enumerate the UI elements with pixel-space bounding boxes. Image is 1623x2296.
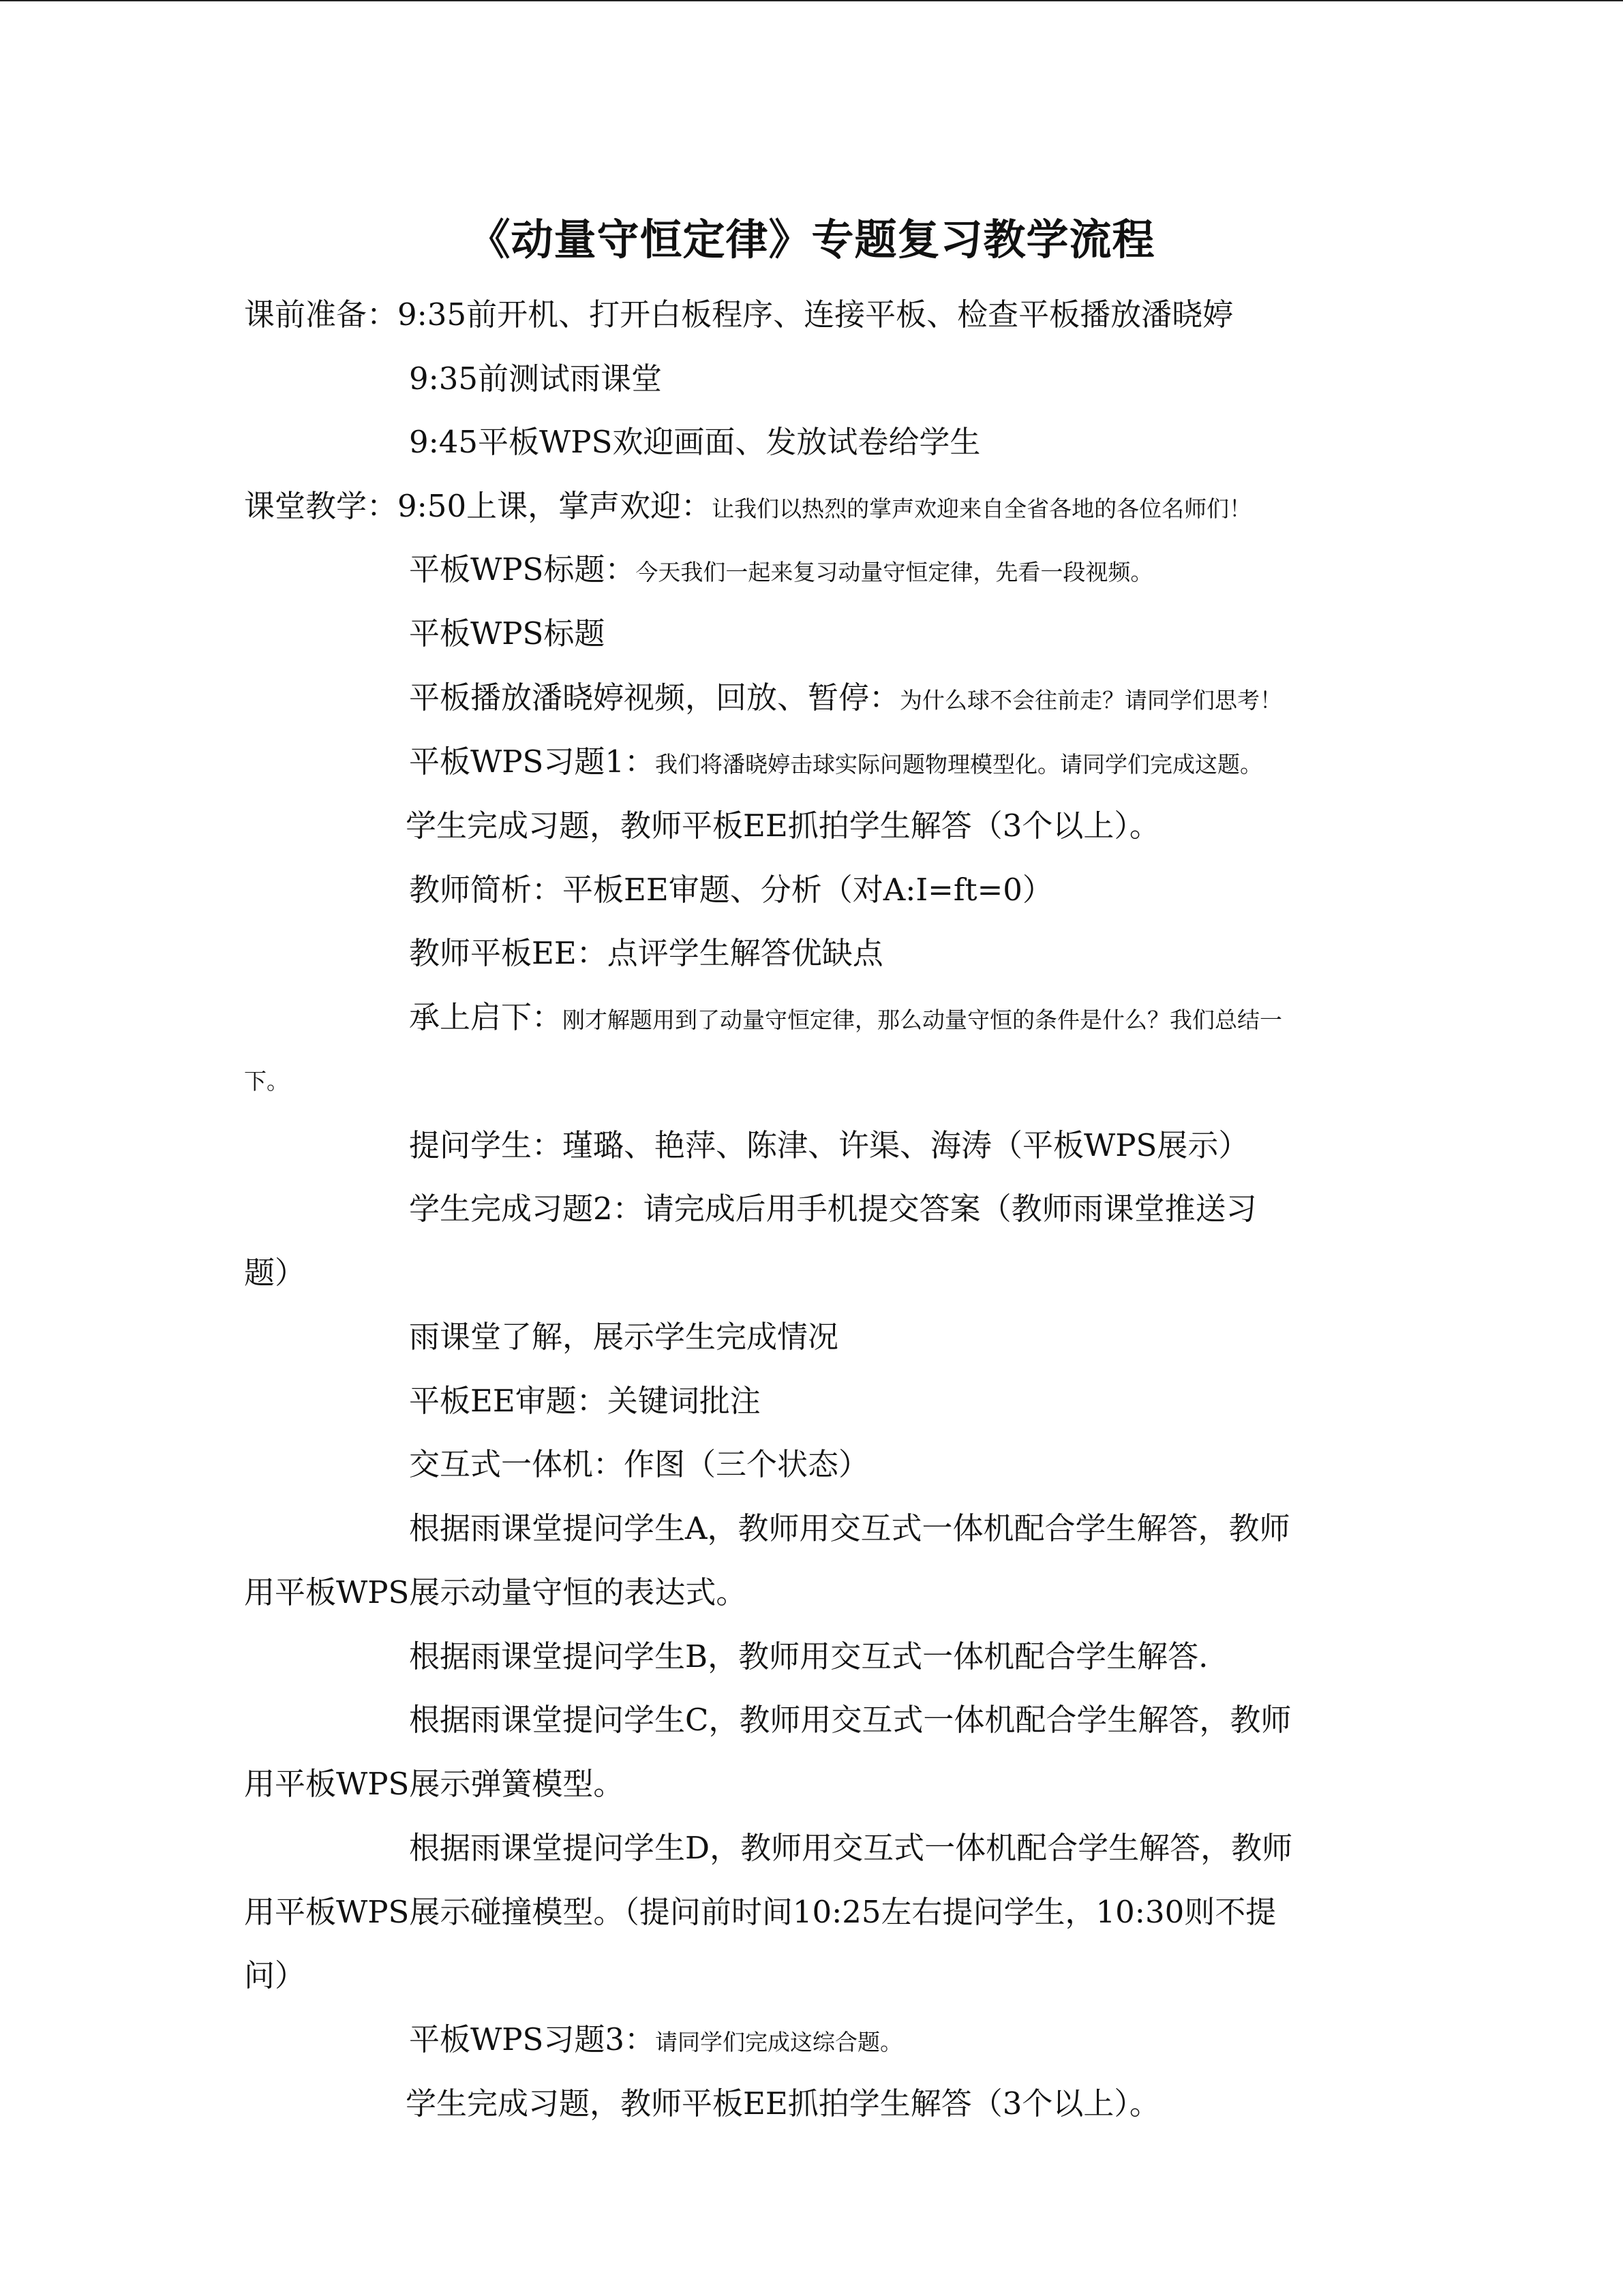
prep-line-3: 9:45平板WPS欢迎画面、发放试卷给学生 [409, 424, 981, 460]
lesson-text-19: 平板WPS习题3： [409, 2021, 655, 2057]
prep-text-1: 9:35前开机、打开白板程序、连接平板、检查平板播放潘晓婷 [397, 296, 1234, 333]
lesson-line-3: 平板WPS标题 [409, 615, 605, 652]
lesson-line-2 [409, 549, 1153, 593]
lesson-line-16: 根据雨课堂提问学生B，教师用交互式一体机配合学生解答. [409, 1638, 1209, 1674]
lesson-line-11a: 学生完成习题2：请完成后用手机提交答案（教师雨课堂推送习 [409, 1191, 1257, 1227]
lesson-text-2: 平板WPS标题： [409, 551, 636, 587]
lesson-line-19 [409, 2019, 902, 2063]
lesson-line-11b: 题） [244, 1255, 306, 1291]
lesson-speech-9a: 刚才解题用到了动量守恒定律，那么动量守恒的条件是什么？我们总结一 [562, 1007, 1283, 1033]
lesson-line-5 [409, 741, 1262, 785]
lesson-speech-1: 让我们以热烈的掌声欢迎来自全省各地的各位名师们！ [712, 495, 1252, 522]
lesson-speech-4: 为什么球不会往前走？请同学们思考！ [900, 687, 1283, 714]
lesson-line-15a: 根据雨课堂提问学生A，教师用交互式一体机配合学生解答，教师 [409, 1510, 1290, 1546]
lesson-line-20: 学生完成习题，教师平板EE抓拍学生解答（3个以上）。 [406, 2085, 1160, 2122]
lesson-line-9 [409, 997, 1282, 1041]
lesson-line-18b: 用平板WPS展示碰撞模型。（提问前时间10:25左右提问学生，10:30则不提 [244, 1894, 1277, 1930]
lesson-line-12: 雨课堂了解，展示学生完成情况 [409, 1319, 839, 1355]
lesson-line-14: 交互式一体机：作图（三个状态） [409, 1446, 870, 1482]
lesson-text-1: 9:50上课，掌声欢迎： [397, 488, 712, 524]
lesson-line-1 [244, 486, 1252, 530]
lesson-text-5: 平板WPS习题1： [409, 744, 655, 780]
lesson-line-10: 提问学生：瑾璐、艳萍、陈津、许渠、海涛（平板WPS展示） [409, 1127, 1249, 1163]
lesson-line-17a: 根据雨课堂提问学生C，教师用交互式一体机配合学生解答，教师 [409, 1702, 1292, 1738]
lesson-line-8: 教师平板EE：点评学生解答优缺点 [409, 935, 883, 971]
lesson-speech-19: 请同学们完成这综合题。 [655, 2029, 902, 2055]
lesson-line-7: 教师简析：平板EE审题、分析（对A:I=ft=0） [409, 872, 1053, 908]
lesson-speech-2: 今天我们一起来复习动量守恒定律，先看一段视频。 [635, 559, 1153, 585]
lesson-line-6: 学生完成习题，教师平板EE抓拍学生解答（3个以上）。 [406, 808, 1160, 844]
document-title: 《动量守恒定律》专题复习教学流程 [468, 215, 1155, 264]
lesson-line-4 [409, 677, 1282, 721]
prep-line-1 [244, 294, 1233, 335]
lesson-speech-5: 我们将潘晓婷击球实际问题物理模型化。请同学们完成这题。 [655, 751, 1262, 778]
prep-label: 课前准备： [244, 296, 398, 333]
lesson-line-13: 平板EE审题：关键词批注 [409, 1383, 761, 1419]
prep-line-2: 9:35前测试雨课堂 [409, 361, 663, 397]
lesson-line-18c: 问） [244, 1957, 306, 1993]
lesson-label: 课堂教学： [244, 488, 398, 524]
lesson-text-9: 承上启下： [409, 999, 563, 1035]
lesson-line-17b: 用平板WPS展示弹簧模型。 [244, 1766, 624, 1802]
lesson-text-4: 平板播放潘晓婷视频，回放、暂停： [409, 679, 900, 716]
lesson-line-9b: 下。 [244, 1068, 289, 1095]
lesson-line-18a: 根据雨课堂提问学生D，教师用交互式一体机配合学生解答，教师 [409, 1830, 1293, 1866]
lesson-line-15b: 用平板WPS展示动量守恒的表达式。 [244, 1574, 747, 1610]
